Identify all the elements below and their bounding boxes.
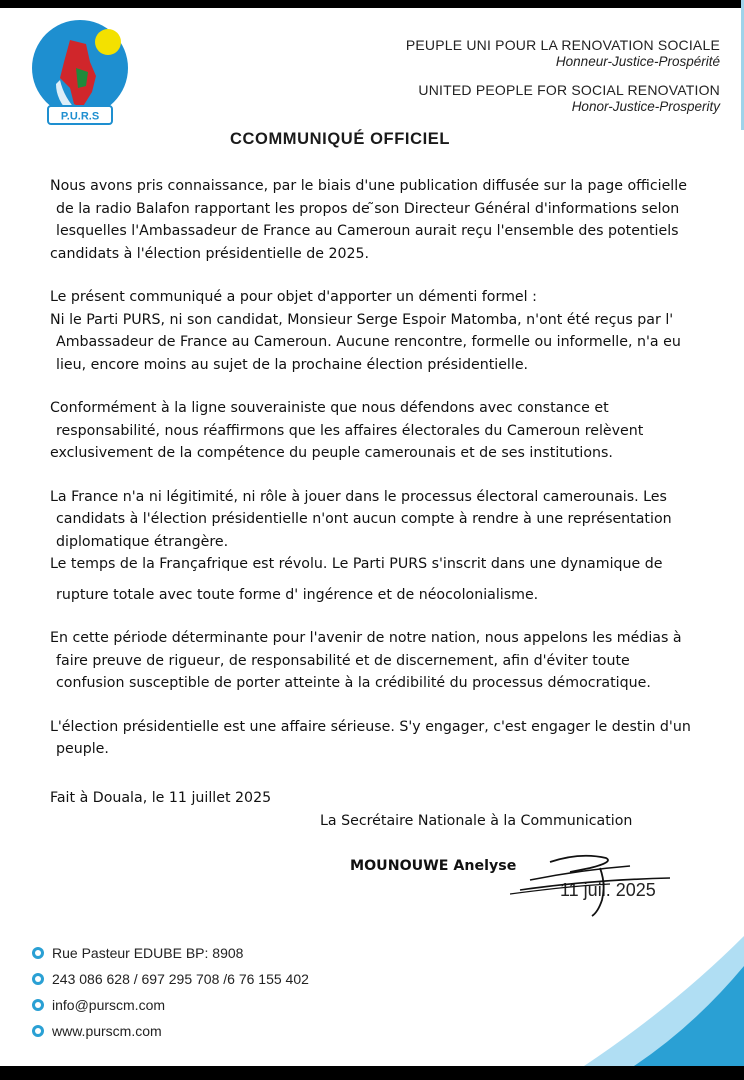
paragraph-5 <box>50 627 730 695</box>
web-icon <box>32 1025 44 1037</box>
text-line: peuple. <box>56 741 109 757</box>
paragraph-3 <box>50 397 730 465</box>
text-line: diplomatique étrangère. <box>56 533 229 550</box>
text-line: Ambassadeur de France au Cameroun. Aucune rencontre, formelle ou informelle, n'a eu <box>56 334 681 350</box>
purs-logo <box>30 18 130 130</box>
paragraph-2 <box>50 286 730 376</box>
place-date: Fait à Douala, le 11 juillet 2025 <box>50 790 272 806</box>
text-line: candidats à l'élection présidentielle n'ont aucun compte à rendre à une représentation <box>56 511 672 527</box>
contact-list <box>32 940 309 1044</box>
signatory-name: MOUNOUWE Anelyse <box>350 858 517 874</box>
email-icon <box>32 999 44 1011</box>
signatory-title: La Secrétaire Nationale à la Communication <box>320 813 633 829</box>
address-text: Rue Pasteur EDUBE BP: 8908 <box>52 945 244 961</box>
org-name-en: UNITED PEOPLE FOR SOCIAL RENOVATION <box>418 82 720 98</box>
top-border <box>0 0 744 8</box>
text-line: faire preuve de rigueur, de responsabilité et de discernement, afin d'éviter toute <box>56 652 630 669</box>
logo-text: P.U.R.S <box>60 110 100 123</box>
text-line: confusion susceptible de porter atteinte à la crédibilité du processus démocratique. <box>56 675 651 691</box>
bottom-border <box>0 1066 744 1080</box>
header-french <box>406 37 720 69</box>
contact-website[interactable] <box>32 1018 309 1044</box>
text-line: Conformément à la ligne souverainiste que nous défendons avec constance et <box>50 400 609 416</box>
text-line: Ni le Parti PURS, ni son candidat, Monsieur Serge Espoir Matomba, n'ont été reçus par l' <box>50 311 674 328</box>
text-line: responsabilité, nous réaffirmons que les affaires électorales du Cameroun relèvent <box>56 422 644 439</box>
motto-fr: Honneur-Justice-Prospérité <box>555 54 720 69</box>
paragraph-6 <box>50 716 730 761</box>
paragraph-4 <box>50 486 730 607</box>
phone-icon <box>32 973 44 985</box>
text-line: de la radio Balafon rapportant les propos de ̃son Directeur Général d'informations selon <box>56 200 680 217</box>
text-line: Le temps de la Françafrique est révolu. Le Parti PURS s'inscrit dans une dynamique de <box>50 556 663 572</box>
paragraph-1 <box>50 175 730 265</box>
text-line: candidats à l'élection présidentielle de 2025. <box>50 245 370 262</box>
header-english <box>418 82 720 114</box>
contact-email[interactable] <box>32 992 309 1018</box>
text-line: Le présent communiqué a pour objet d'apporter un démenti formel : <box>50 289 537 305</box>
contact-address <box>32 940 309 966</box>
corner-wave-decoration <box>544 896 744 1066</box>
text-line: La France n'a ni légitimité, ni rôle à jouer dans le processus électoral camerounais. Les <box>50 488 667 505</box>
communique-body <box>50 175 730 782</box>
motto-en: Honor-Justice-Prosperity <box>571 99 720 114</box>
org-name-fr: PEUPLE UNI POUR LA RENOVATION SOCIALE <box>405 37 720 53</box>
text-line: En cette période déterminante pour l'avenir de notre nation, nous appelons les médias à <box>50 630 682 646</box>
website-text[interactable]: www.purscm.com <box>52 1023 162 1039</box>
contact-phone <box>32 966 309 992</box>
text-line: Nous avons pris connaissance, par le biais d'une publication diffusée sur la page officielle <box>50 178 687 194</box>
location-icon <box>32 947 44 959</box>
stamp-date: 11 juil. 2025 <box>560 880 656 900</box>
text-line: lesquelles l'Ambassadeur de France au Cameroun aurait reçu l'ensemble des potentiels <box>56 223 679 239</box>
document-title: CCOMMUNIQUÉ OFFICIEL <box>230 130 451 148</box>
text-line: lieu, encore moins au sujet de la prochaine élection présidentielle. <box>56 356 529 373</box>
text-line: exclusivement de la compétence du peuple camerounais et de ses institutions. <box>50 445 613 461</box>
email-text[interactable]: info@purscm.com <box>52 997 166 1013</box>
text-line: L'élection présidentielle est une affaire sérieuse. S'y engager, c'est engager le destin d'un <box>50 718 691 735</box>
phone-text: 243 086 628 / 697 295 708 /6 76 155 402 <box>52 971 309 987</box>
text-line: rupture totale avec toute forme d' ingérence et de néocolonialisme. <box>56 586 539 603</box>
